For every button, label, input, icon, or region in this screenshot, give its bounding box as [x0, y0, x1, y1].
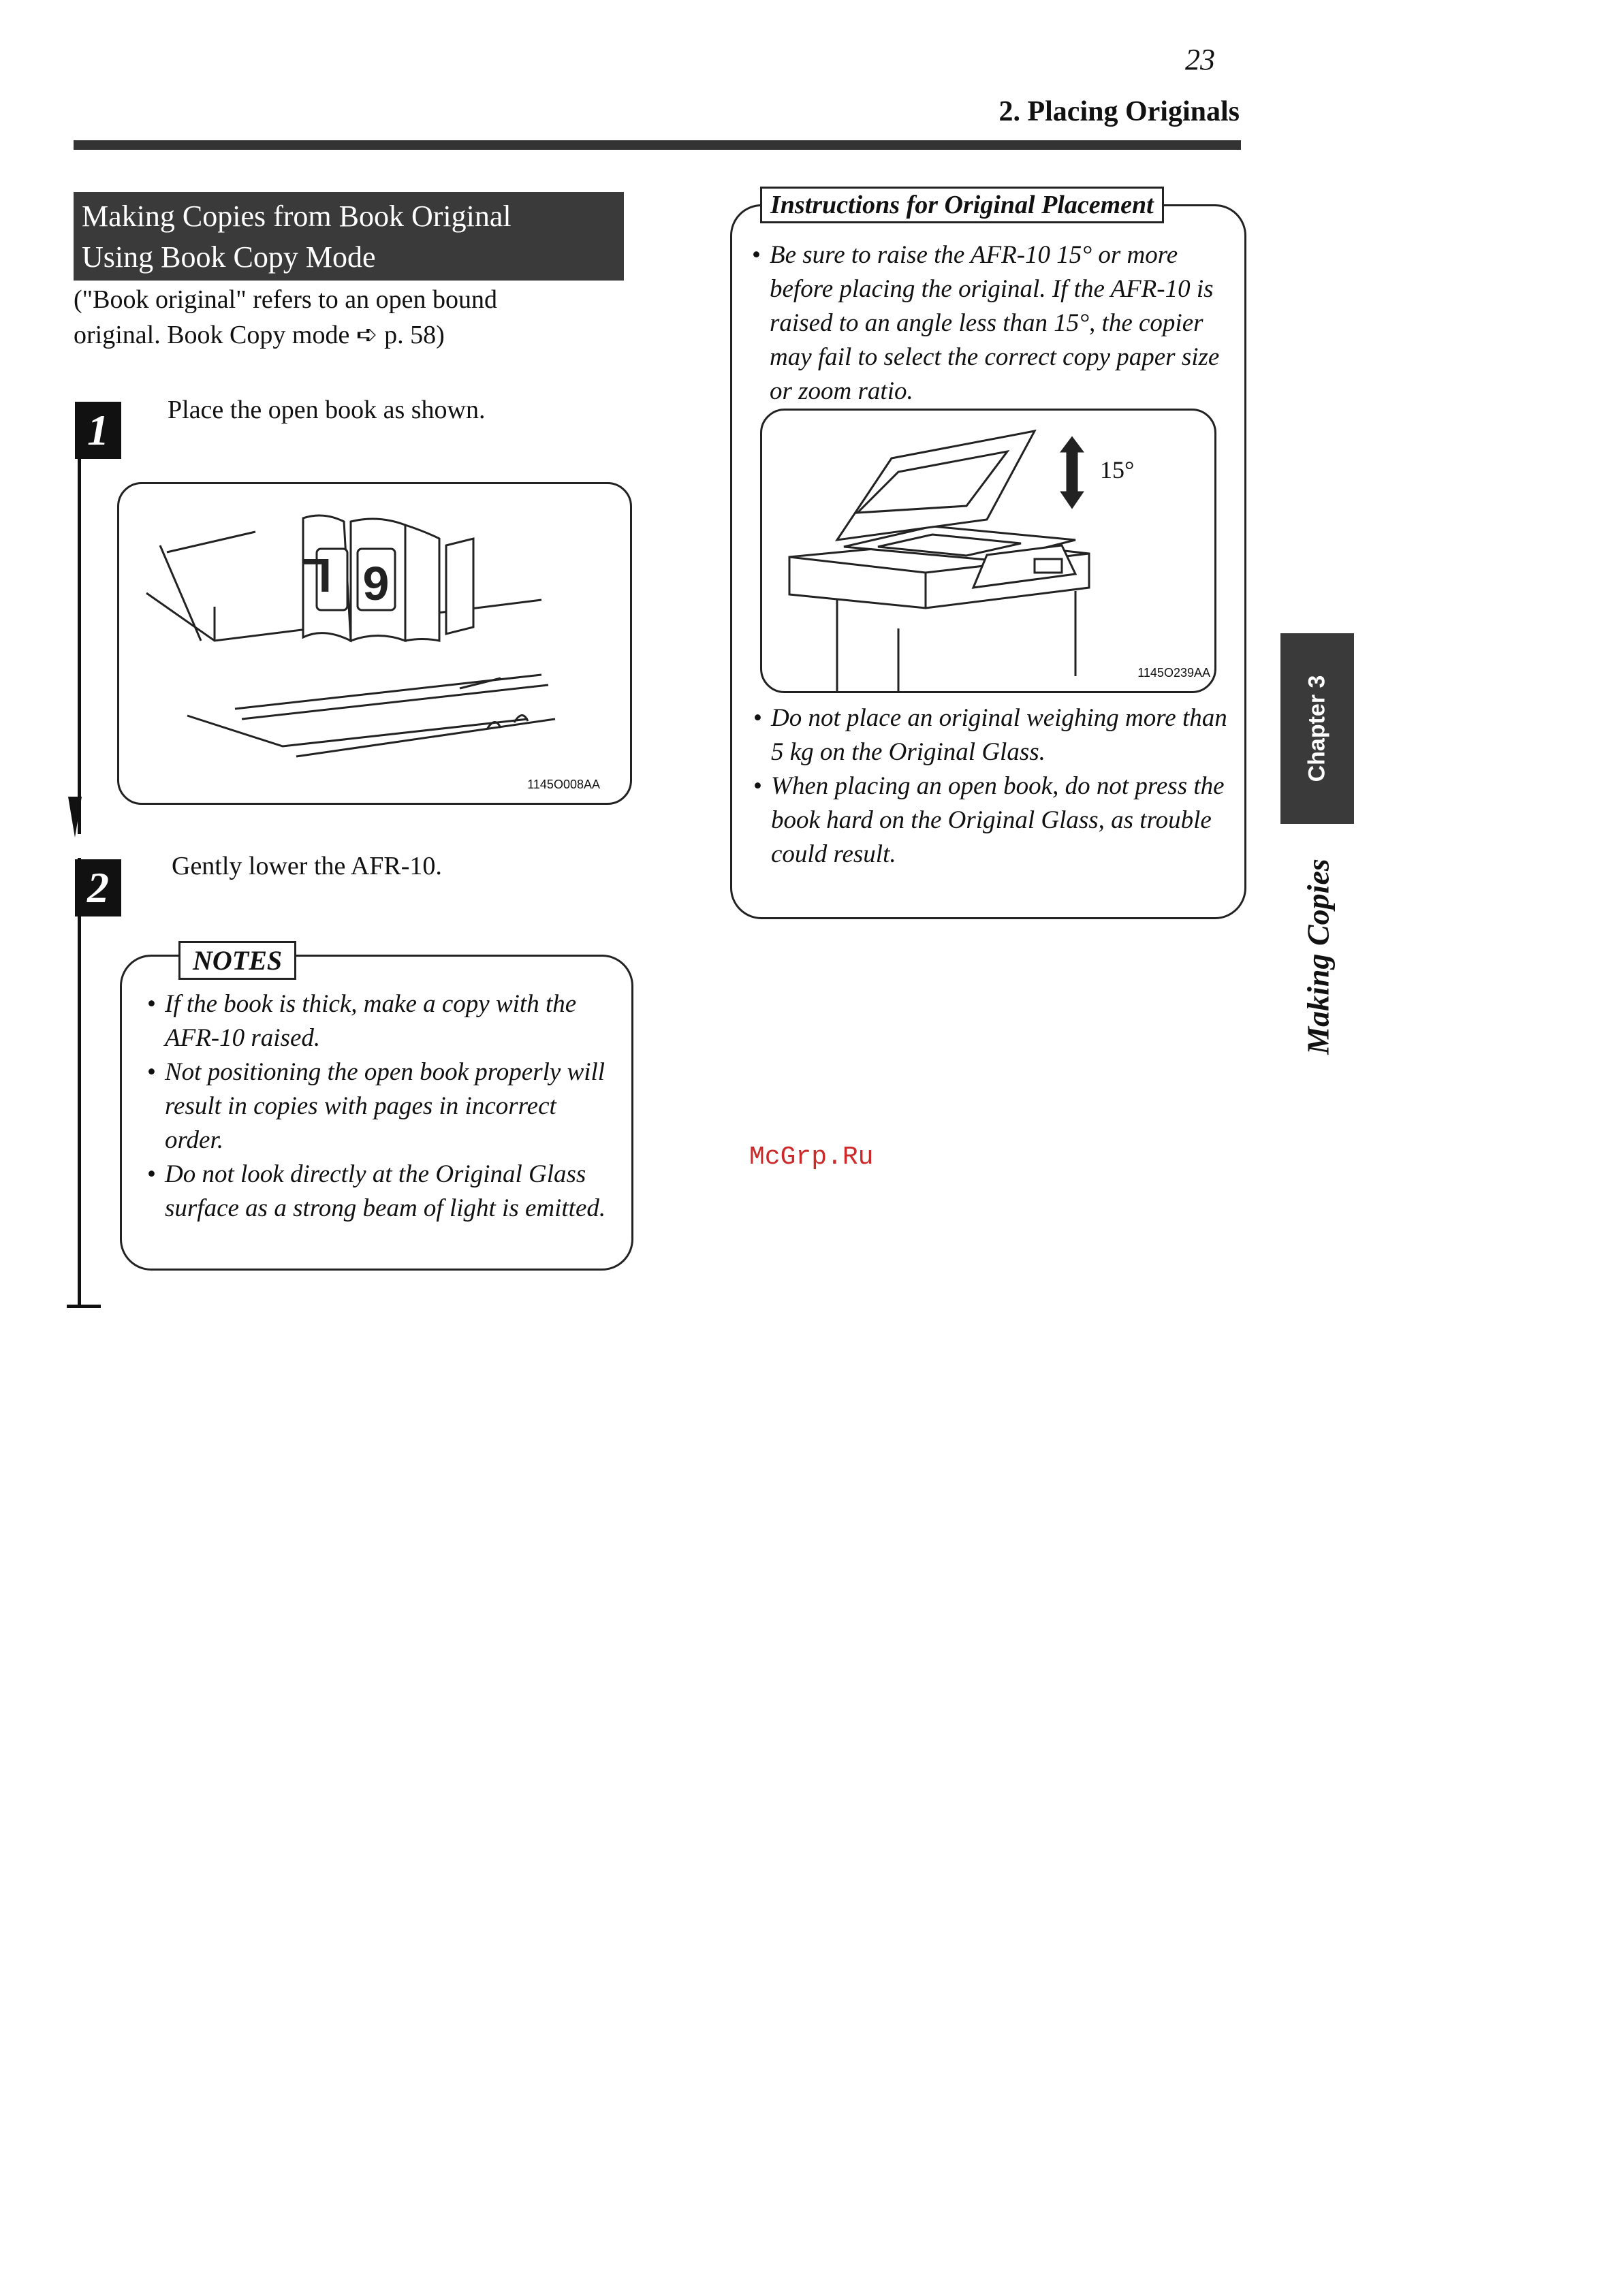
figure-book-placement: [117, 482, 632, 805]
figure-afr-angle: [760, 409, 1216, 693]
header-rule: [74, 140, 1241, 150]
instruction-item: • When placing an open book, do not press the book hard on the Original Glass, as trouble could result.: [753, 769, 1230, 872]
note-item: • Do not look directly at the Original Glass surface as a strong beam of light is emitted.: [147, 1158, 617, 1226]
section-intro: [74, 282, 632, 353]
instructions-list-bottom: [753, 701, 1230, 872]
side-section-label: Making Copies: [1300, 859, 1336, 1055]
svg-text:9: 9: [362, 557, 390, 610]
book-on-glass-illustration: [119, 484, 630, 803]
intro-line2: original. Book Copy mode ➪ p. 58): [74, 321, 445, 349]
chapter-tab: [1280, 633, 1354, 824]
section-title: [74, 192, 624, 281]
watermark: McGrp.Ru: [749, 1143, 874, 1172]
step-bar-end: [67, 1305, 101, 1308]
svg-text:L: L: [302, 549, 332, 602]
note-item: • If the book is thick, make a copy with the AFR-10 raised.: [147, 987, 617, 1055]
notes-list: [147, 987, 617, 1226]
side-section-title: [1297, 848, 1338, 1066]
step-bar: [78, 858, 81, 1307]
step-number-2: 2: [75, 859, 121, 916]
step-number-1: 1: [75, 402, 121, 459]
angle-label: 15°: [1100, 456, 1135, 483]
section-title-line2: Using Book Copy Mode: [82, 240, 376, 274]
notes-label: NOTES: [178, 941, 296, 980]
intro-line1: ("Book original" refers to an open bound: [74, 285, 497, 314]
step-bar: [78, 405, 81, 834]
instructions-label: Instructions for Original Placement: [760, 187, 1164, 223]
figure-code: 1145O239AA: [1137, 666, 1210, 680]
copier-raised-afr-illustration: [762, 411, 1214, 691]
step-bar-arrow: [68, 797, 82, 838]
step-text-2: Gently lower the AFR-10.: [172, 852, 442, 880]
instructions-list-top: [752, 238, 1229, 409]
chapter-label: Chapter 3: [1304, 675, 1330, 782]
step-text-1: Place the open book as shown.: [168, 396, 486, 424]
instruction-item: • Do not place an original weighing more than 5 kg on the Original Glass.: [753, 701, 1230, 769]
figure-code: 1145O008AA: [527, 778, 600, 791]
section-title-line1: Making Copies from Book Original: [82, 200, 512, 233]
page-number: 23: [1185, 43, 1215, 76]
instruction-item: • Be sure to raise the AFR-10 15° or more before placing the original. If the AFR-10 is raised to an angle less than 15°, the copier may fail to select the correct copy paper size or zoom ratio.: [752, 238, 1229, 409]
running-title: 2. Placing Originals: [998, 96, 1240, 127]
note-item: • Not positioning the open book properly will result in copies with pages in incorrect order.: [147, 1055, 617, 1158]
